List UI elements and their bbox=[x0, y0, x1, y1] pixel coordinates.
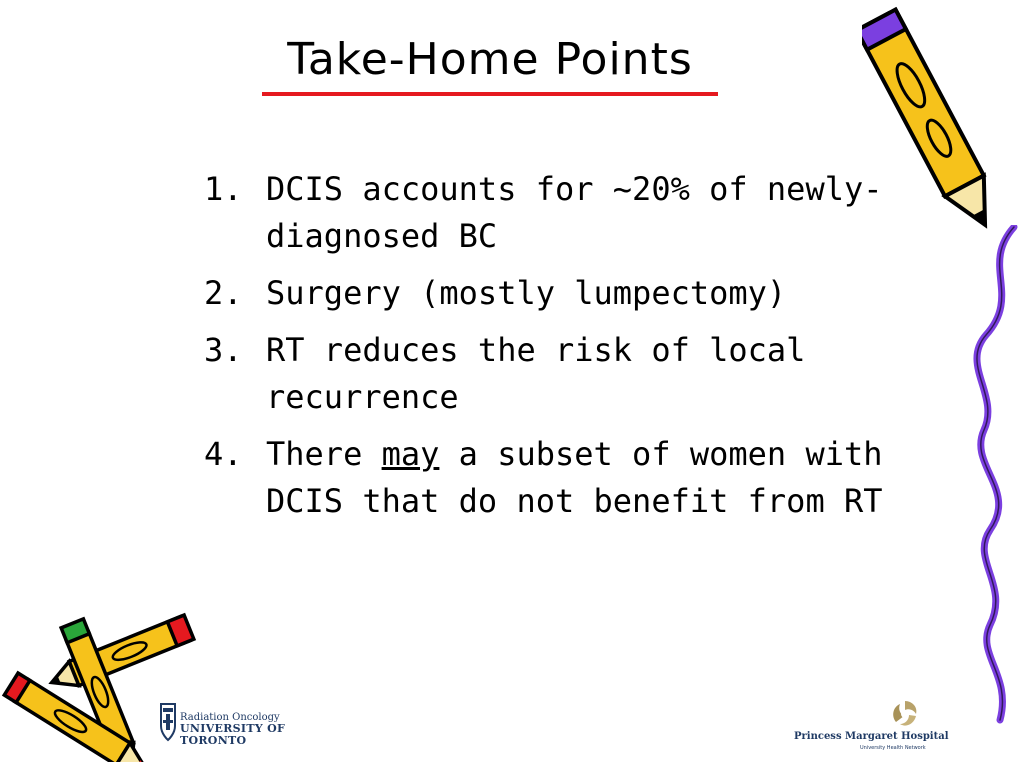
item-number: 1. bbox=[204, 170, 243, 208]
item-number: 3. bbox=[204, 331, 243, 369]
item-text-before: There bbox=[266, 435, 382, 473]
uoft-logo-line2: UNIVERSITY OF TORONTO bbox=[180, 722, 286, 747]
princess-margaret-hospital-logo bbox=[790, 698, 949, 758]
item-text: RT reduces the risk of local recurrence bbox=[266, 331, 806, 416]
pencil-top-right-icon bbox=[862, 0, 1002, 250]
uoft-logo-line1: Radiation Oncology bbox=[180, 712, 280, 723]
item-number: 2. bbox=[204, 274, 243, 312]
list-item bbox=[204, 270, 884, 317]
list-item bbox=[204, 431, 884, 525]
item-text: Surgery (mostly lumpectomy) bbox=[266, 274, 787, 312]
squiggle-line-icon bbox=[960, 225, 1024, 725]
pmh-logo-subtitle: University Health Network bbox=[860, 745, 926, 751]
pmh-logo-name: Princess Margaret Hospital bbox=[794, 731, 949, 742]
take-home-points-list bbox=[204, 166, 884, 535]
pmh-emblem-icon bbox=[888, 698, 922, 730]
list-item bbox=[204, 166, 884, 260]
uoft-crest-icon bbox=[160, 702, 176, 742]
emphasis-may: may bbox=[381, 435, 440, 473]
item-text-after: a subset of women with DCIS that do not benefit from RT bbox=[266, 435, 883, 520]
item-text: DCIS accounts for ~20% of newly-diagnosed BC bbox=[266, 170, 883, 255]
title-underline bbox=[262, 92, 718, 96]
uoft-radiation-oncology-logo bbox=[160, 700, 335, 747]
list-item bbox=[204, 327, 884, 421]
slide-title: Take-Home Points bbox=[287, 34, 693, 85]
item-number: 4. bbox=[204, 435, 243, 473]
